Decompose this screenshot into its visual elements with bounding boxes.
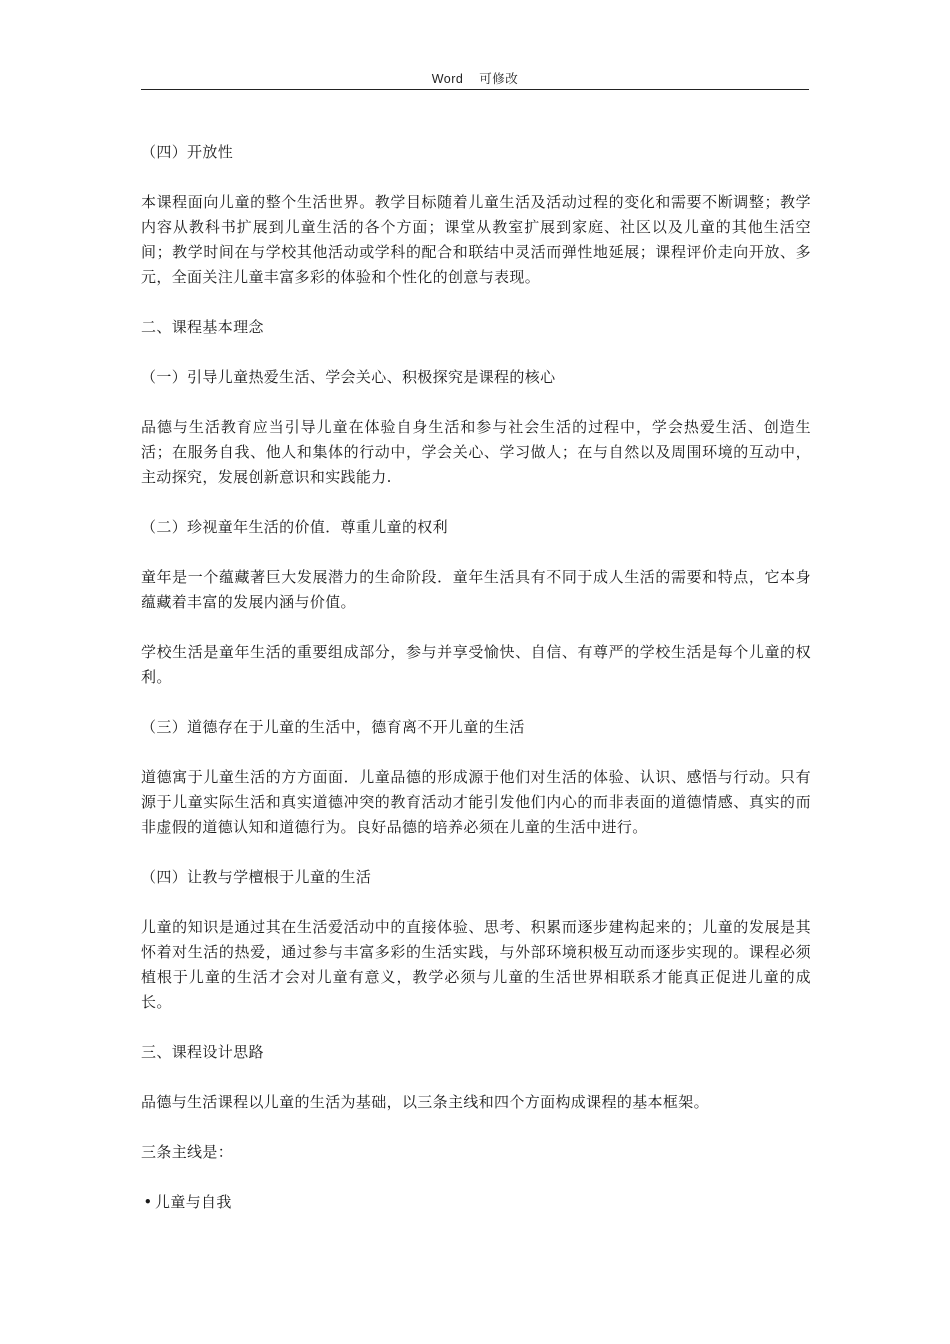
document-body — [141, 140, 811, 1215]
paragraph-core: 品德与生活教育应当引导儿童在体验自身生活和参与社会生活的过程中，学会热爱生活、创造生活；在服务自我、他人和集体的行动中，学会关心、学习做人；在与自然以及周围环境的互动中，主动探究，发展创新意识和实践能力. — [141, 418, 811, 486]
bullet-item — [141, 1190, 811, 1215]
paragraph-design: 品德与生活课程以儿童的生活为基础，以三条主线和四个方面构成课程的基本框架。 — [141, 1093, 709, 1111]
section-heading-openness: （四）开放性 — [141, 143, 234, 161]
page-header — [141, 70, 809, 90]
paragraph-childhood-1: 童年是一个蕴藏著巨大发展潜力的生命阶段．童年生活具有不同于成人生活的需要和特点，它本身蕴藏着丰富的发展内涵与价值。 — [141, 568, 811, 611]
section-heading-basic-concepts: 二、课程基本理念 — [141, 318, 264, 336]
section-heading-design: 三、课程设计思路 — [141, 1043, 264, 1061]
subheading-teaching-roots: （四）让教与学檀根于儿童的生活 — [141, 868, 372, 886]
paragraph-openness: 本课程面向儿童的整个生活世界。教学目标随着儿童生活及活动过程的变化和需要不断调整；教学内容从教科书扩展到儿童生活的各个方面；课堂从教室扩展到家庭、社区以及儿童的其他生活空间；教学时间在与学校其他活动或学科的配合和联结中灵活而弹性地延展；课程评价走向开放、多元，全面关注儿童丰富多彩的体验和个性化的创意与表现。 — [141, 193, 811, 286]
subheading-childhood-value: （二）珍视童年生活的价值．尊重儿童的权利 — [141, 518, 449, 536]
header-text: Word 可修改 — [431, 72, 519, 86]
paragraph-teaching-roots: 儿童的知识是通过其在生活爱活动中的直接体验、思考、积累而逐步建构起来的；儿童的发展是其怀着对生活的热爱，通过参与丰富多彩的生活实践，与外部环境积极互动而逐步实现的。课程必须植根于儿童的生活才会对儿童有意义，教学必须与儿童的生活世界相联系才能真正促进儿童的成长。 — [141, 918, 811, 1011]
subheading-core: （一）引导儿童热爱生活、学会关心、积极探究是课程的核心 — [141, 368, 556, 386]
bullet-icon: • — [143, 1193, 153, 1211]
main-lines-label: 三条主线是： — [141, 1143, 234, 1161]
bullet-text: 儿童与自我 — [155, 1193, 232, 1211]
paragraph-childhood-2: 学校生活是童年生活的重要组成部分，参与并享受愉快、自信、有尊严的学校生活是每个儿童的权利。 — [141, 643, 811, 686]
paragraph-morality: 道德寓于儿童生活的方方面面．儿童品德的形成源于他们对生活的体验、认识、感悟与行动。只有源于儿童实际生活和真实道德冲突的教育活动才能引发他们内心的而非表面的道德情感、真实的而非虚假的道德认知和道德行为。良好品德的培养必须在儿童的生活中进行。 — [141, 768, 811, 836]
subheading-morality: （三）道德存在于儿童的生活中，德育离不开儿童的生活 — [141, 718, 525, 736]
